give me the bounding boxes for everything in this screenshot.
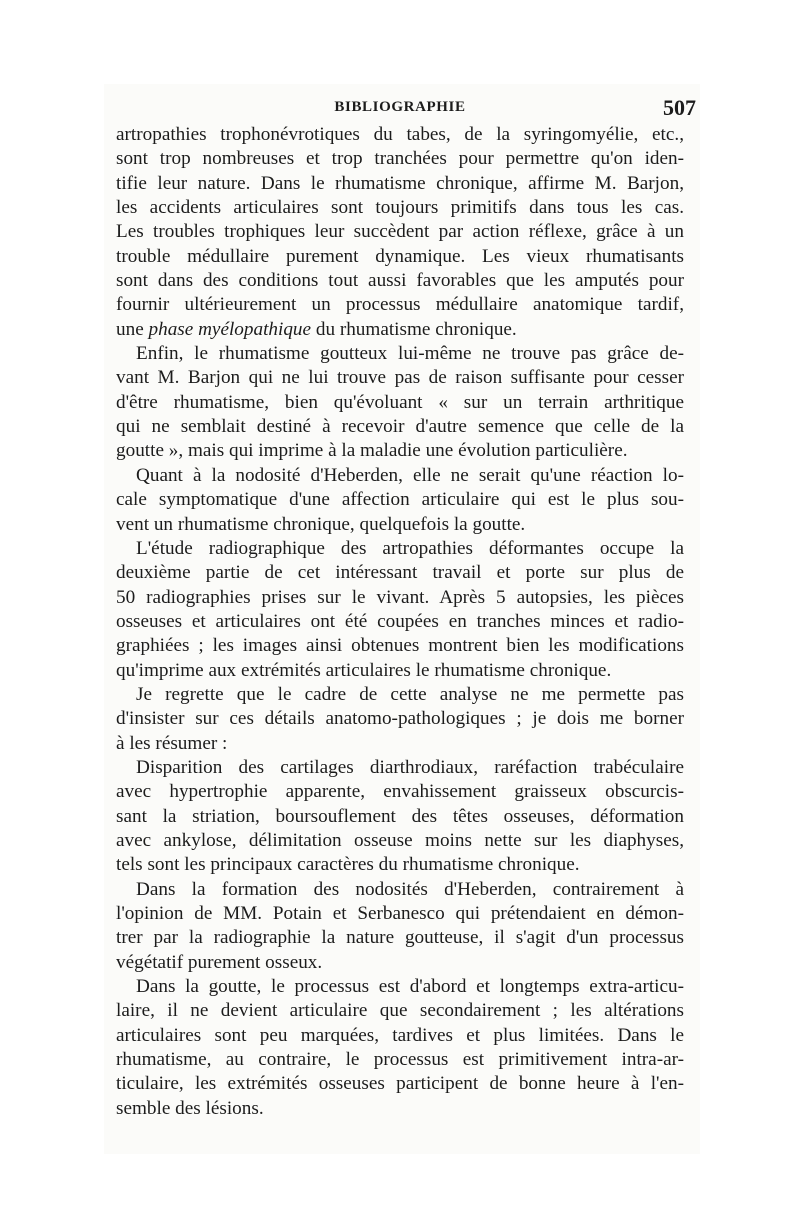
text-line: trouble médullaire purement dynamique. Les vieux rhumatisants [116, 245, 684, 267]
text-line: laire, il ne devient articulaire que secondairement ; les altérations [116, 1000, 684, 1022]
text-line: fournir ultérieurement un processus médullaire anatomique tardif, [116, 294, 684, 316]
running-title: BIBLIOGRAPHIE [334, 99, 466, 115]
text-line: osseuses et articulaires ont été coupées en tranches minces et radio- [116, 610, 684, 632]
text-line: semble des lésions. [116, 1097, 264, 1119]
text-line: 50 radiographies prises sur le vivant. Après 5 autopsies, les pièces [116, 586, 684, 608]
italic-phrase: phase myélopathique [148, 318, 312, 340]
text-line: Je regrette que le cadre de cette analyse ne me permette pas [136, 683, 684, 705]
page-header [116, 95, 696, 121]
text-line: les accidents articulaires sont toujours primitifs dans tous les cas. [116, 197, 684, 219]
text-line: goutte », mais qui imprime à la maladie une évolution particulière. [116, 440, 628, 462]
text-line: graphiées ; les images ainsi obtenues montrent bien les modifications [116, 635, 684, 657]
text-line: sant la striation, boursouflement des têtes osseuses, déformation [116, 805, 684, 827]
text-line: végétatif purement osseux. [116, 951, 323, 973]
text-line: tels sont les principaux caractères du rhumatisme chronique. [116, 854, 580, 876]
text-line: Enfin, le rhumatisme goutteux lui-même ne trouve pas grâce de- [136, 343, 684, 365]
text-line: avec ankylose, délimitation osseuse moins nette sur les diaphyses, [116, 829, 684, 851]
text-line: articulaires sont peu marquées, tardives et plus limitées. Dans le [116, 1024, 684, 1046]
text-line: Disparition des cartilages diarthrodiaux, raréfaction trabéculaire [136, 756, 684, 778]
text-line-with-italic [116, 318, 684, 342]
text-line: deuxième partie de cet intéressant travail et porte sur plus de [116, 562, 684, 584]
text-line: sont dans des conditions tout aussi favorables que les amputés pour [116, 270, 684, 292]
text-line: d'insister sur ces détails anatomo-pathologiques ; je dois me borner [116, 708, 684, 730]
text-line: Dans la formation des nodosités d'Heberden, contrairement à [136, 878, 684, 900]
text-segment: une [116, 318, 149, 340]
text-line: Dans la goutte, le processus est d'abord et longtemps extra-articu- [136, 976, 684, 998]
text-line: qu'imprime aux extrémités articulaires le rhumatisme chronique. [116, 659, 612, 681]
text-line: L'étude radiographique des artropathies déformantes occupe la [136, 537, 684, 559]
text-segment: du rhumatisme chronique. [311, 318, 517, 340]
text-line: d'être rhumatisme, bien qu'évoluant « sur un terrain arthritique [116, 391, 684, 413]
text-line: artropathies trophonévrotiques du tabes, de la syringomyélie, etc., [116, 124, 684, 145]
page-number: 507 [663, 95, 696, 120]
text-line: vent un rhumatisme chronique, quelquefois la goutte. [116, 513, 526, 535]
text-line: avec hypertrophie apparente, envahissement graisseux obscurcis- [116, 781, 684, 803]
body-text [116, 123, 684, 1121]
text-line: qui ne semblait destiné à recevoir d'autre semence que celle de la [116, 416, 684, 438]
text-line: tifie leur nature. Dans le rhumatisme chronique, affirme M. Barjon, [116, 172, 684, 194]
text-line: Les troubles trophiques leur succèdent par action réflexe, grâce à un [116, 221, 684, 243]
text-line: à les résumer : [116, 732, 228, 754]
text-line: vant M. Barjon qui ne lui trouve pas de raison suffisante pour cesser [116, 367, 684, 389]
text-line: Quant à la nodosité d'Heberden, elle ne serait qu'une réaction lo- [136, 464, 684, 486]
text-line: cale symptomatique d'une affection articulaire qui est le plus sou- [116, 489, 684, 511]
text-line: trer par la radiographie la nature goutteuse, il s'agit d'un processus [116, 927, 684, 949]
text-line: sont trop nombreuses et trop tranchées pour permettre qu'on iden- [116, 148, 684, 170]
text-line: rhumatisme, au contraire, le processus est primitivement intra-ar- [116, 1049, 684, 1071]
text-line: ticulaire, les extrémités osseuses participent de bonne heure à l'en- [116, 1073, 684, 1095]
text-line: l'opinion de MM. Potain et Serbanesco qui prétendaient en démon- [116, 903, 684, 924]
